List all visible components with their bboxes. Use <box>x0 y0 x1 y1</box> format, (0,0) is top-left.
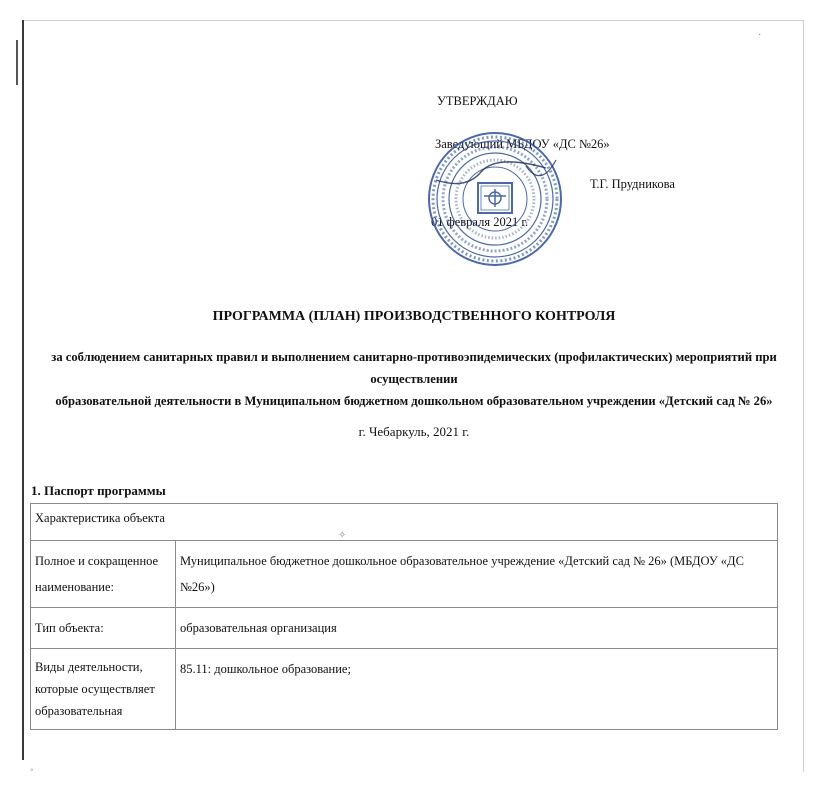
document-subtitle <box>24 346 804 412</box>
row-label <box>31 608 176 649</box>
place-and-date: г. Чебаркуль, 2021 г. <box>358 424 470 439</box>
row-value: образовательная организация <box>176 608 778 649</box>
section-heading: 1. Паспорт программы <box>31 483 166 498</box>
table-header-cell: Характеристика объекта <box>31 504 778 541</box>
row-label-line: наименование: <box>35 580 115 594</box>
document-title: ПРОГРАММА (ПЛАН) ПРОИЗВОДСТВЕННОГО КОНТРОЛЯ <box>212 309 616 324</box>
row-label-line: образовательная <box>35 704 123 718</box>
program-passport-table <box>30 503 778 730</box>
scan-edge-mark <box>16 40 18 85</box>
scan-edge-top <box>22 20 804 21</box>
subtitle-line-2: образовательной деятельности в Муниципальном бюджетном дошкольном образовательном учреждении «Детский сад № 26» <box>55 394 773 408</box>
scan-speck: ✧ <box>338 530 347 541</box>
row-value: 85.11: дошкольное образование; <box>176 649 778 730</box>
approval-date: 01 февраля 2021 г. <box>431 215 529 229</box>
row-label-line: Полное и сокращенное <box>35 554 159 568</box>
table-header-row <box>31 504 778 541</box>
scan-speck: · <box>758 30 762 41</box>
row-label-line: Виды деятельности, <box>35 660 143 674</box>
approver-position: Заведующий МБДОУ «ДС №26» <box>435 137 610 151</box>
table-row <box>31 541 778 608</box>
approver-name: Т.Г. Прудникова <box>590 177 675 191</box>
row-label <box>31 541 176 608</box>
row-label <box>31 649 176 730</box>
official-seal-stamp <box>426 130 564 268</box>
subtitle-line-1: за соблюдением санитарных правил и выполнением санитарно-противоэпидемических (профилактических) мероприятий при осуществлении <box>51 350 777 386</box>
approve-label: УТВЕРЖДАЮ <box>437 94 518 108</box>
table-row <box>31 608 778 649</box>
row-value: Муниципальное бюджетное дошкольное образовательное учреждение «Детский сад № 26» (МБДОУ «ДС №26») <box>176 541 778 608</box>
scan-speck: ◦ <box>30 765 34 776</box>
row-label-line: Тип объекта: <box>35 621 104 635</box>
table-row <box>31 649 778 730</box>
row-label-line: которые осуществляет <box>35 682 155 696</box>
